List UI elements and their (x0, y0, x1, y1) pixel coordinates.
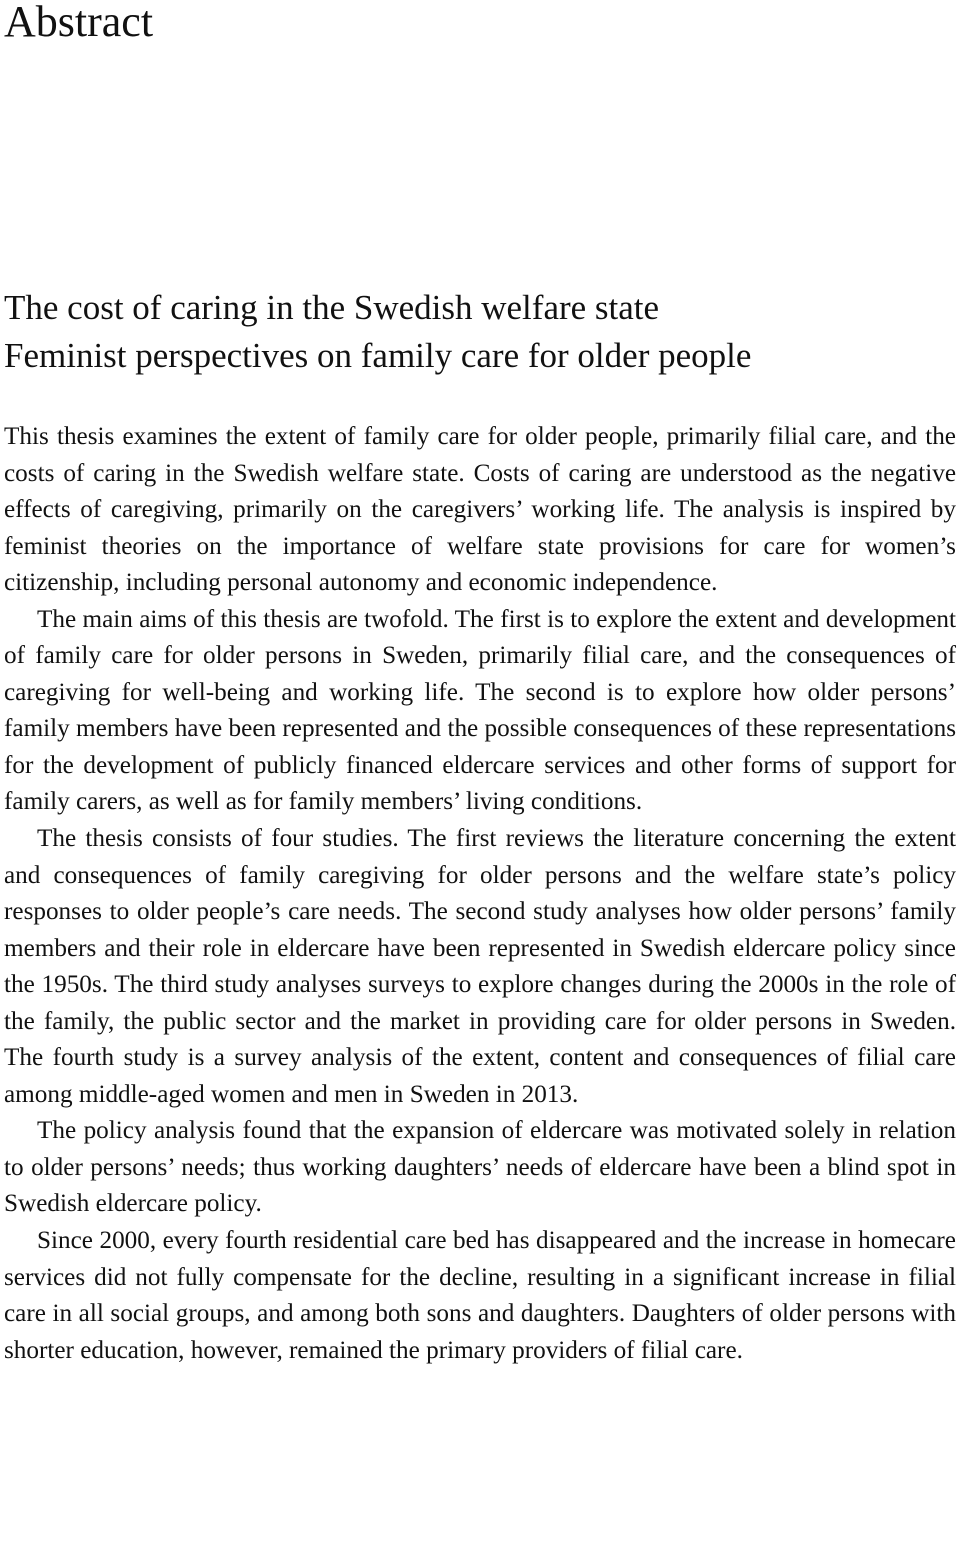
section-heading: Abstract (4, 0, 154, 46)
abstract-body (4, 419, 956, 1369)
abstract-paragraph-3: The thesis consists of four studies. The first reviews the literature concerning the extent and consequences of family caregiving for older persons and the welfare state’s policy responses to older people’s care needs. The second study analyses how older persons’ family members and their role in eldercare have been represented in Swedish eldercare policy since the 1950s. The third study analyses surveys to explore changes during the 2000s in the role of the family, the public sector and the market in providing care for older persons in Sweden. The fourth study is a survey analysis of the extent, content and consequences of filial care among middle-aged women and men in Sweden in 2013. (4, 825, 956, 1108)
abstract-paragraph-4: The policy analysis found that the expansion of eldercare was motivated solely in relation to older persons’ needs; thus working daughters’ needs of eldercare have been a blind spot in Swedish eldercare policy. (4, 1117, 956, 1218)
thesis-subtitle-line-2: Feminist perspectives on family care for older people (4, 336, 752, 375)
thesis-title-line-1: The cost of caring in the Swedish welfare state (4, 288, 660, 327)
abstract-paragraph-5: Since 2000, every fourth residential care bed has disappeared and the increase in homecare services did not fully compensate for the decline, resulting in a significant increase in filial care in all social groups, and among both sons and daughters. Daughters of older persons with shorter education, however, remained the primary providers of filial care. (4, 1227, 956, 1364)
abstract-paragraph-1: This thesis examines the extent of family care for older people, primarily filial care, and the costs of caring in the Swedish welfare state. Costs of caring are understood as the negative effects of caregiving, primarily on the caregivers’ working life. The analysis is inspired by feminist theories on the importance of welfare state provisions for care for women’s citizenship, including personal autonomy and economic independence. (4, 423, 956, 597)
thesis-title (4, 284, 956, 380)
abstract-paragraph-2: The main aims of this thesis are twofold. The first is to explore the extent and development of family care for older persons in Sweden, primarily filial care, and the consequences of caregiving for well-being and working life. The second is to explore how older persons’ family members have been represented and the possible consequences of these representations for the development of publicly financed eldercare services and other forms of support for family carers, as well as for family members’ living conditions. (4, 605, 956, 816)
